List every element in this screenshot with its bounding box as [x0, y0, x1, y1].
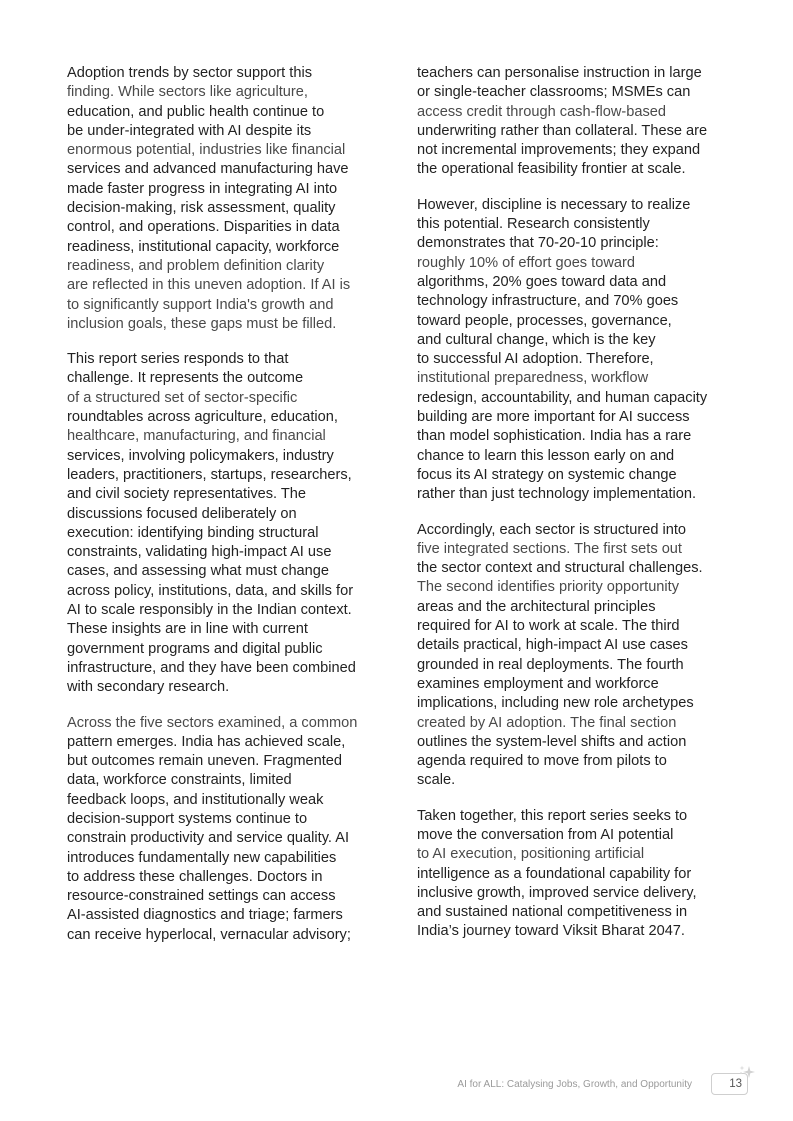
text-line: readiness, institutional capacity, workforce [67, 238, 340, 255]
text-line: access credit through cash-flow-based [417, 103, 667, 120]
text-line: education, and public health continue to [67, 103, 325, 120]
text-line: created by AI adoption. The final section [417, 714, 677, 731]
text-line: of a structured set of sector-specific [67, 389, 298, 406]
text-line: introduces fundamentally new capabilities [67, 849, 337, 866]
text-line: roundtables across agriculture, education, [67, 409, 338, 426]
text-line: this potential. Research consistently [417, 216, 650, 233]
text-line: underwriting rather than collateral. These are [417, 122, 708, 139]
text-line: AI-assisted diagnostics and triage; farmers [67, 907, 343, 924]
footer-report-title: AI for ALL: Catalysing Jobs, Growth, and Opportunity [457, 1079, 692, 1090]
left-column [67, 64, 403, 961]
text-line: pattern emerges. India has achieved scale, [67, 733, 346, 750]
text-line: execution: identifying binding structural [67, 524, 319, 541]
sparkle-icon [737, 1064, 757, 1082]
text-line: scale. [417, 772, 456, 789]
text-line: finding. While sectors like agriculture, [67, 84, 308, 101]
text-line: are reflected in this uneven adoption. If AI is [67, 277, 351, 294]
text-line: and sustained national competitiveness in [417, 904, 688, 921]
text-line: details practical, high-impact AI use cases [417, 637, 688, 654]
text-line: but outcomes remain uneven. Fragmented [67, 753, 343, 770]
text-line: Accordingly, each sector is structured into [417, 521, 687, 538]
text-line: government programs and digital public [67, 640, 323, 657]
text-line: to significantly support India's growth and [67, 296, 334, 313]
text-line: intelligence as a foundational capability for [417, 865, 692, 882]
text-line: discussions focused deliberately on [67, 505, 297, 522]
right-column [417, 64, 753, 958]
text-line: the sector context and structural challenges. [417, 560, 703, 577]
text-line: leaders, practitioners, startups, researchers, [67, 466, 352, 483]
text-line: control, and operations. Disparities in data [67, 219, 340, 236]
text-line: across policy, institutions, data, and skills for [67, 582, 354, 599]
text-line: AI to scale responsibly in the Indian context. [67, 602, 352, 619]
text-line: algorithms, 20% goes toward data and [417, 273, 667, 290]
text-line: services, involving policymakers, industry [67, 447, 334, 464]
text-line: made faster progress in integrating AI into [67, 180, 338, 197]
text-line: chance to learn this lesson early on and [417, 447, 675, 464]
text-line: healthcare, manufacturing, and financial [67, 428, 326, 445]
text-line: teachers can personalise instruction in large [417, 65, 702, 81]
text-line: and cultural change, which is the key [417, 331, 656, 348]
text-line: data, workforce constraints, limited [67, 772, 292, 789]
page-footer [0, 1072, 793, 1102]
text-line: to successful AI adoption. Therefore, [417, 351, 654, 368]
text-line: India’s journey toward Viksit Bharat 2047. [417, 923, 685, 940]
text-line: redesign, accountability, and human capacity [417, 389, 708, 406]
text-line: with secondary research. [67, 679, 230, 696]
paragraph-taken-together [417, 807, 753, 942]
text-line: five integrated sections. The first sets out [417, 540, 682, 557]
paragraph-discipline [417, 196, 753, 505]
text-line: This report series responds to that [67, 351, 289, 368]
paragraph-five-sectors [67, 714, 403, 946]
text-line: decision-making, risk assessment, quality [67, 200, 336, 217]
text-line: not incremental improvements; they expand [417, 142, 701, 159]
text-line: resource-constrained settings can access [67, 888, 336, 905]
text-line: implications, including new role archetypes [417, 695, 694, 712]
text-line: the operational feasibility frontier at scale. [417, 161, 686, 178]
text-line: demonstrates that 70-20-10 principle: [417, 235, 659, 252]
text-line: The second identifies priority opportunity [417, 579, 680, 596]
text-line: Across the five sectors examined, a common [67, 714, 358, 731]
text-line: than model sophistication. India has a rare [417, 428, 692, 445]
text-line: areas and the architectural principles [417, 598, 656, 615]
text-line: Adoption trends by sector support this [67, 65, 312, 81]
text-line: infrastructure, and they have been combined [67, 659, 356, 676]
page-number: 13 [729, 1078, 742, 1090]
paragraph-sector-structure [417, 521, 753, 791]
text-line: challenge. It represents the outcome [67, 370, 304, 387]
text-line: Taken together, this report series seeks to [417, 807, 688, 824]
text-line: These insights are in line with current [67, 621, 308, 638]
text-line: can receive hyperlocal, vernacular advisory; [67, 926, 351, 943]
text-line: agenda required to move from pilots to [417, 753, 667, 770]
paragraph-report-series [67, 350, 403, 697]
text-line: examines employment and workforce [417, 675, 659, 692]
text-line: outlines the system-level shifts and action [417, 733, 687, 750]
text-line: focus its AI strategy on systemic change [417, 466, 677, 483]
text-line: inclusive growth, improved service delivery, [417, 884, 697, 901]
text-line: However, discipline is necessary to realize [417, 196, 691, 213]
text-line: toward people, processes, governance, [417, 312, 672, 329]
text-line: required for AI to work at scale. The third [417, 618, 680, 635]
text-line: readiness, and problem definition clarity [67, 257, 325, 274]
text-line: to address these challenges. Doctors in [67, 868, 323, 885]
text-line: constraints, validating high-impact AI use [67, 544, 332, 561]
text-line: institutional preparedness, workflow [417, 370, 649, 387]
text-line: grounded in real deployments. The fourth [417, 656, 684, 673]
text-line: services and advanced manufacturing have [67, 161, 349, 178]
text-line: enormous potential, industries like financial [67, 142, 346, 159]
text-line: inclusion goals, these gaps must be filled. [67, 315, 337, 332]
text-line: to AI execution, positioning artificial [417, 846, 645, 863]
text-line: roughly 10% of effort goes toward [417, 254, 635, 271]
text-line: move the conversation from AI potential [417, 826, 674, 843]
text-line: and civil society representatives. The [67, 486, 307, 503]
paragraph-adoption-trends [67, 64, 403, 334]
paragraph-continued-examples [417, 64, 753, 180]
text-line: feedback loops, and institutionally weak [67, 791, 324, 808]
text-line: constrain productivity and service quality. AI [67, 830, 350, 847]
text-line: or single-teacher classrooms; MSMEs can [417, 84, 691, 101]
text-line: technology infrastructure, and 70% goes [417, 293, 679, 310]
text-line: be under-integrated with AI despite its [67, 122, 312, 139]
text-line: cases, and assessing what must change [67, 563, 330, 580]
text-line: building are more important for AI success [417, 409, 690, 426]
text-line: decision-support systems continue to [67, 810, 308, 827]
text-line: rather than just technology implementation. [417, 486, 697, 503]
